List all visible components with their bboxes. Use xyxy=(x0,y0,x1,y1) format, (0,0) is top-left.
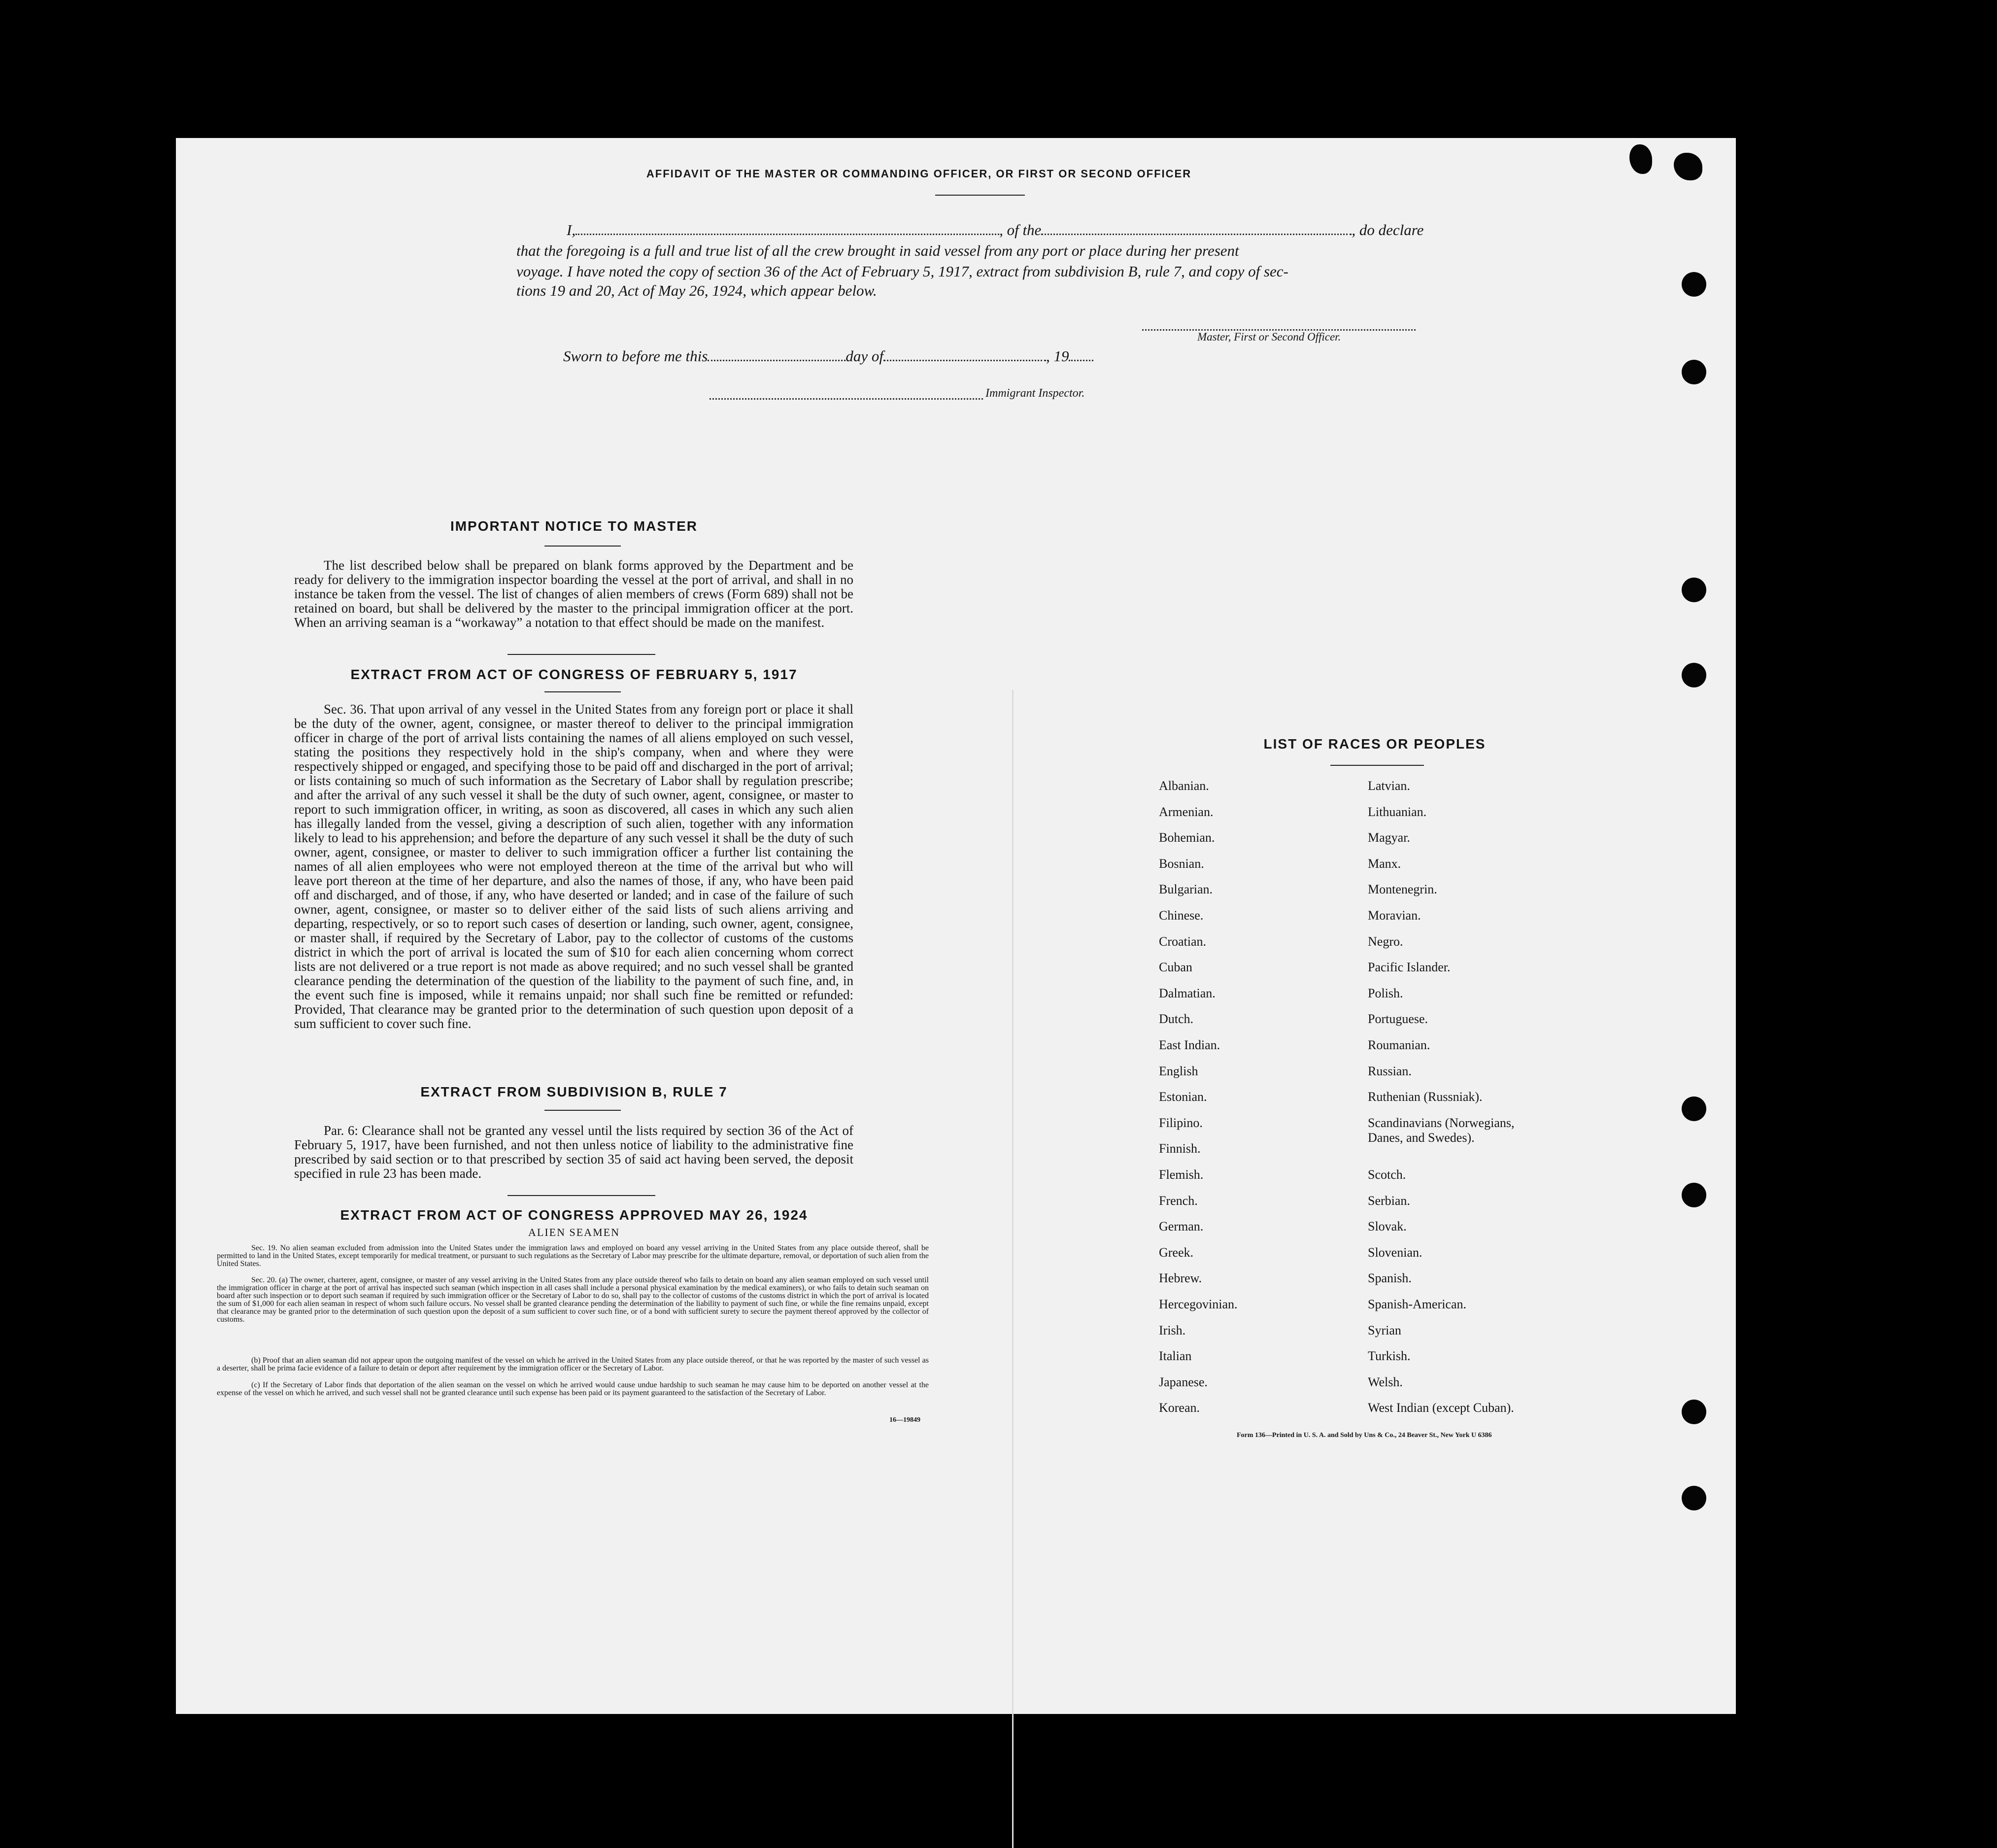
race-item: Welsh. xyxy=(1368,1374,1403,1389)
declarant-prefix: I, xyxy=(567,221,576,239)
race-item: Spanish-American. xyxy=(1368,1297,1467,1311)
section-rule xyxy=(508,654,655,655)
notice-rule xyxy=(544,546,621,547)
race-item: East Indian. xyxy=(1159,1038,1220,1052)
race-item: Filipino. xyxy=(1159,1115,1203,1130)
race-item: Irish. xyxy=(1159,1323,1186,1337)
race-item: Bohemian. xyxy=(1159,830,1215,845)
punch-hole xyxy=(1682,1486,1706,1510)
race-item: Slovak. xyxy=(1368,1219,1407,1234)
race-item: Albanian. xyxy=(1159,779,1209,793)
race-item: Russian. xyxy=(1368,1063,1412,1078)
master-signature-label: Master, First or Second Officer. xyxy=(1197,331,1341,343)
race-item: German. xyxy=(1159,1219,1204,1234)
sec20b-text: (b) Proof that an alien seaman did not appear upon the outgoing manifest of the vessel on which he arrived in the United States from any place outside thereof, or that he was reported by the master of such vessel as a deserter, shall be prima facie evidence of a failure to detain or deport after requirement by the immigration officer or the Secretary of Labor. xyxy=(217,1356,929,1372)
race-item: Croatian. xyxy=(1159,934,1207,949)
race-item: Ruthenian (Russniak). xyxy=(1368,1090,1483,1104)
sworn-prefix: Sworn to before me this xyxy=(563,347,708,365)
ink-blot xyxy=(1674,153,1702,180)
declaration-line-1 xyxy=(567,221,1423,239)
sec20a-text: Sec. 20. (a) The owner, charterer, agent, consignee, or master of any vessel arriving in the United States from any place outside thereof who fails to detain on board any alien seaman employed on such vessel until the immigration officer in charge at the port of arrival has inspected such seaman (which inspection in all cases shall include a personal physical examination by the medical examiners), or who fails to detain such seaman on board after such inspection or to deport such seaman if required by such immigration officer or the Secretary of Labor to do so, shall pay to the collector of customs of the customs district in which the port of arrival is located the sum of $1,000 for each alien seaman in respect of whom such failure occurs. No vessel shall be granted clearance pending the determination of the liability to payment of such fine, or while the fine remains unpaid, except that clearance may be granted prior to the determination of such question upon the deposit of a sum sufficient to cover such fine, or of a bond with sufficient surety to secure the payment thereof approved by the collector of customs. xyxy=(217,1276,929,1324)
punch-hole xyxy=(1682,360,1706,384)
race-item: Turkish. xyxy=(1368,1349,1411,1364)
sworn-line xyxy=(563,347,1093,365)
race-item: French. xyxy=(1159,1193,1198,1208)
rule7-title: EXTRACT FROM SUBDIVISION B, RULE 7 xyxy=(420,1084,728,1099)
punch-hole xyxy=(1682,578,1706,602)
extract-1917-rule xyxy=(544,691,621,692)
of-the-label: , of the xyxy=(999,221,1042,239)
sworn-year-field[interactable] xyxy=(1069,360,1093,361)
sworn-month-field[interactable] xyxy=(883,360,1046,361)
race-item: Cuban xyxy=(1159,960,1192,975)
inspector-label: Immigrant Inspector. xyxy=(985,387,1085,400)
race-item: Chinese. xyxy=(1159,908,1204,923)
extract-1924-title: EXTRACT FROM ACT OF CONGRESS APPROVED MAY 26, 1924 xyxy=(340,1207,808,1223)
rule7-rule xyxy=(544,1110,621,1111)
alien-seamen-subtitle: ALIEN SEAMEN xyxy=(528,1226,620,1238)
affidavit-title: AFFIDAVIT OF THE MASTER OR COMMANDING OFFICER, OR FIRST OR SECOND OFFICER xyxy=(646,168,1192,180)
rule7-body: Par. 6: Clearance shall not be granted any vessel until the lists required by section 36 of the Act of February 5, 1917, have been furnished, and not then unless notice of liability to the administrative fine prescribed by said section or to that prescribed by section 35 of said act having been served, the deposit specified in rule 23 has been made. xyxy=(294,1123,853,1181)
race-item: Negro. xyxy=(1368,934,1403,949)
punch-hole xyxy=(1682,1183,1706,1207)
race-item: Flemish. xyxy=(1159,1167,1204,1182)
extract-1917-body: Sec. 36. That upon arrival of any vessel in the United States from any foreign port or place it shall be the duty of the owner, agent, consignee, or master thereof to deliver to the principal immigration officer in charge of the port of arrival lists containing the names of all aliens employed on such vessel, stating the positions they respectively hold in the ship's company, when and where they were respectively shipped or engaged, and specifying those to be paid off and discharged in the port of arrival; or lists containing so much of such information as the Secretary of Labor shall by regulation prescribe; and after the arrival of any such vessel it shall be the duty of such owner, agent, consignee, or master to report to such immigration officer, in writing, as soon as discovered, all cases in which any such alien has illegally landed from the vessel, giving a description of such alien, together with any information likely to lead to his apprehension; and before the departure of any such vessel it shall be the duty of such owner, agent, consignee, or master to deliver to such immigration officer a further list containing the names of all alien employees who were not employed thereon at the time of the arrival but who will leave port thereon at the time of her departure, and also the names of those, if any, who have been paid off and discharged, and of those, if any, who have deserted or landed; and in case of the failure of such owner, agent, consignee, or master so to deliver either of the said lists of such aliens arriving and departing, respectively, or so to report such cases of desertion or landing, such owner, agent, consignee, or master shall, if required by the Secretary of Labor, pay to the collector of customs of the customs district in which the port of arrival is located the sum of $10 for each alien concerning whom correct lists are not delivered or a true report is not made as above required; and no such vessel shall be granted clearance pending the determination of the question of the liability to the payment of such fine, and, in the event such fine is imposed, while it remains unpaid; nor shall such fine be remitted or refunded: Provided, That clearance may be granted prior to the determination of such question upon deposit of a sum sufficient to cover such fine. xyxy=(294,702,853,1031)
race-item: Dutch. xyxy=(1159,1012,1194,1027)
sec20c-text: (c) If the Secretary of Labor finds that deportation of the alien seaman on the vessel on which he arrived would cause undue hardship to such seaman he may cause him to be deported on another vessel at the expense of the vessel on which he arrived, and such vessel shall not be granted clearance until such expense has been paid or its payment guaranteed to the satisfaction of the Secretary of Labor. xyxy=(217,1381,929,1397)
punch-hole xyxy=(1682,663,1706,687)
form-footer: Form 136—Printed in U. S. A. and Sold by Uns & Co., 24 Beaver St., New York U 6386 xyxy=(1237,1432,1492,1439)
title-rule xyxy=(935,195,1025,196)
race-item: Greek. xyxy=(1159,1245,1194,1260)
race-item: Syrian xyxy=(1368,1323,1401,1337)
print-code: 16—19849 xyxy=(889,1416,920,1424)
race-item: Moravian. xyxy=(1368,908,1421,923)
races-rule xyxy=(1330,765,1424,766)
race-item: Portuguese. xyxy=(1368,1012,1428,1027)
race-item: Bulgarian. xyxy=(1159,882,1213,897)
race-item: Finnish. xyxy=(1159,1141,1201,1156)
race-item: Slovenian. xyxy=(1368,1245,1422,1260)
section-rule xyxy=(508,1195,655,1196)
vessel-name-field[interactable] xyxy=(1041,234,1352,235)
declaration-line-3: voyage. I have noted the copy of section 36 of the Act of February 5, 1917, extract from subdivision B, rule 7, and copy of sec- xyxy=(516,263,1288,280)
punch-hole xyxy=(1682,1400,1706,1424)
race-item: Roumanian. xyxy=(1368,1038,1430,1052)
punch-hole xyxy=(1682,1096,1706,1121)
year-prefix: , 19 xyxy=(1046,347,1069,365)
race-item: Spanish. xyxy=(1368,1271,1412,1286)
races-title: LIST OF RACES OR PEOPLES xyxy=(1263,736,1486,752)
race-item: Serbian. xyxy=(1368,1193,1410,1208)
race-item: Magyar. xyxy=(1368,830,1410,845)
declarant-name-field[interactable] xyxy=(575,234,999,235)
race-item: Hercegovinian. xyxy=(1159,1297,1238,1311)
race-item: Latvian. xyxy=(1368,779,1410,793)
sec19-text: Sec. 19. No alien seaman excluded from admission into the United States under the immigration laws and employed on board any vessel arriving in the United States from any place outside thereof, shall be permitted to land in the United States, except temporarily for medical treatment, or pursuant to such regulations as the Secretary of Labor may prescribe for the ultimate departure, removal, or deportation of such alien from the United States. xyxy=(217,1244,929,1268)
race-item: Pacific Islander. xyxy=(1368,960,1451,975)
extract-1917-title: EXTRACT FROM ACT OF CONGRESS OF FEBRUARY 5, 1917 xyxy=(350,667,798,682)
punch-hole xyxy=(1682,272,1706,297)
notice-body: The list described below shall be prepared on blank forms approved by the Department and be ready for delivery to the immigration inspector boarding the vessel at the port of arrival, and shall in no instance be taken from the vessel. The list of changes of alien members of crews (Form 689) shall not be retained on board, but shall be delivered by the master to the principal immigration officer at the port. When an arriving seaman is a “workaway” a notation to that effect should be made on the manifest. xyxy=(294,558,853,630)
race-item: Scandinavians (Norwegians, Danes, and Swedes). xyxy=(1368,1115,1515,1145)
race-item: Hebrew. xyxy=(1159,1271,1202,1286)
race-item: Italian xyxy=(1159,1349,1192,1364)
race-item: Dalmatian. xyxy=(1159,986,1216,1000)
race-item: Armenian. xyxy=(1159,804,1214,819)
declaration-line-2: that the foregoing is a full and true list of all the crew brought in said vessel from any port or place during her present xyxy=(516,242,1239,259)
do-declare-label: , do declare xyxy=(1352,221,1424,239)
race-item: Lithuanian. xyxy=(1368,804,1427,819)
sworn-day-field[interactable] xyxy=(708,360,846,361)
fold-line xyxy=(1012,690,1014,1848)
race-item: Estonian. xyxy=(1159,1090,1207,1104)
race-item: Montenegrin. xyxy=(1368,882,1437,897)
notice-title: IMPORTANT NOTICE TO MASTER xyxy=(450,518,698,534)
declaration-line-4: tions 19 and 20, Act of May 26, 1924, which appear below. xyxy=(516,282,877,299)
race-item: Bosnian. xyxy=(1159,856,1204,871)
race-item: West Indian (except Cuban). xyxy=(1368,1401,1514,1415)
race-item: Polish. xyxy=(1368,986,1403,1000)
race-item: Korean. xyxy=(1159,1401,1200,1415)
day-of-label: day of xyxy=(846,347,883,365)
inspector-signature-field[interactable] xyxy=(710,398,983,400)
race-item: Scotch. xyxy=(1368,1167,1406,1182)
race-item: English xyxy=(1159,1063,1198,1078)
race-item: Japanese. xyxy=(1159,1374,1208,1389)
race-item: Manx. xyxy=(1368,856,1401,871)
ink-blot xyxy=(1629,144,1652,174)
